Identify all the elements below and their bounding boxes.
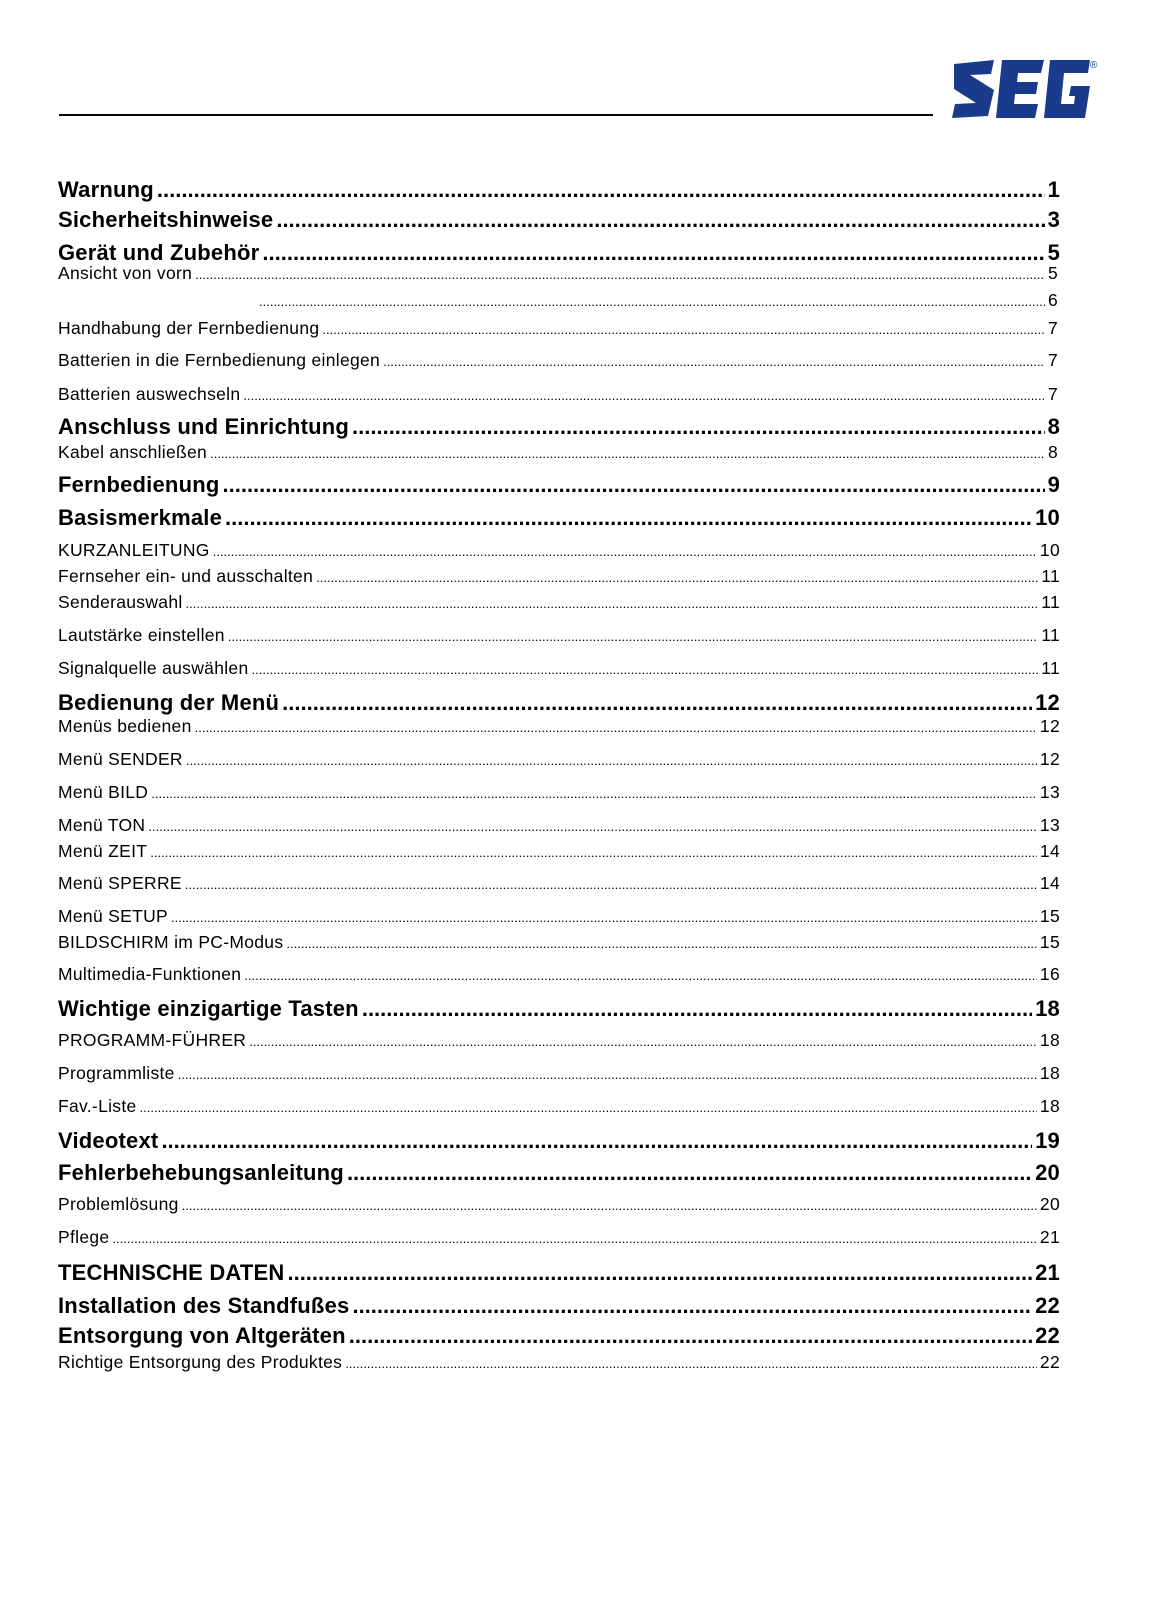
toc-entry-title: Fehlerbehebungsanleitung xyxy=(58,1160,344,1185)
toc-entry-title: Installation des Standfußes xyxy=(58,1293,350,1318)
toc-entry-page: 21 xyxy=(1035,1260,1060,1285)
toc-entry-page: 7 xyxy=(1047,350,1058,370)
toc-entry-page: 12 xyxy=(1035,690,1060,715)
toc-leader-dots xyxy=(287,1260,1032,1286)
toc-leader-dots xyxy=(178,1067,1037,1082)
toc-chapter-row[interactable] xyxy=(58,1260,1060,1286)
toc-entry-page: 21 xyxy=(1039,1227,1060,1247)
toc-entry-title: Fav.-Liste xyxy=(58,1096,137,1116)
toc-entry-page: 3 xyxy=(1047,207,1060,232)
toc-leader-dots xyxy=(352,1293,1032,1319)
toc-section-row[interactable] xyxy=(58,1063,1060,1084)
toc-leader-dots xyxy=(345,1356,1037,1371)
toc-leader-dots xyxy=(148,819,1037,834)
toc-chapter-row[interactable] xyxy=(58,690,1060,716)
toc-entry-title: Gerät und Zubehör xyxy=(58,240,260,265)
toc-leader-dots xyxy=(186,596,1039,611)
toc-section-row[interactable] xyxy=(58,625,1060,646)
toc-section-row[interactable] xyxy=(58,932,1060,953)
toc-entry-page: 7 xyxy=(1047,318,1058,338)
toc-entry-title: Fernbedienung xyxy=(58,472,220,497)
toc-leader-dots xyxy=(383,354,1045,369)
toc-entry-title: Menü SPERRE xyxy=(58,873,182,893)
toc-chapter-row[interactable] xyxy=(58,505,1060,531)
toc-leader-dots xyxy=(252,662,1039,677)
toc-section-row[interactable] xyxy=(58,1194,1060,1215)
toc-chapter-row[interactable] xyxy=(58,1160,1060,1186)
toc-leader-dots xyxy=(286,936,1037,951)
toc-chapter-row[interactable] xyxy=(58,1293,1060,1319)
toc-leader-dots xyxy=(112,1231,1037,1246)
toc-entry-page: 5 xyxy=(1047,240,1060,265)
toc-leader-dots xyxy=(195,267,1045,282)
toc-section-row[interactable] xyxy=(58,540,1060,561)
toc-section-row[interactable] xyxy=(58,592,1060,613)
toc-entry-page: 13 xyxy=(1039,815,1060,835)
toc-entry-page: 18 xyxy=(1035,996,1060,1021)
toc-leader-dots xyxy=(182,1198,1037,1213)
toc-chapter-row[interactable] xyxy=(58,207,1060,233)
toc-entry-title: Menü BILD xyxy=(58,782,149,802)
toc-entry-page: 16 xyxy=(1039,964,1060,984)
toc-entry-title: Wichtige einzigartige Tasten xyxy=(58,996,359,1021)
toc-entry-title: Fernseher ein- und ausschalten xyxy=(58,566,314,586)
toc-entry-title: Pflege xyxy=(58,1227,110,1247)
toc-leader-dots xyxy=(157,177,1045,203)
toc-section-row[interactable] xyxy=(58,906,1060,927)
toc-entry-title: Richtige Entsorgung des Produktes xyxy=(58,1352,343,1372)
toc-entry-page: 11 xyxy=(1041,566,1060,586)
toc-entry-page: 10 xyxy=(1035,505,1060,530)
toc-entry-title: Menüs bedienen xyxy=(58,716,192,736)
toc-entry-page: 14 xyxy=(1039,841,1060,861)
toc-entry-title: Programmliste xyxy=(58,1063,175,1083)
toc-entry-title: Entsorgung von Altgeräten xyxy=(58,1323,346,1348)
toc-section-row[interactable] xyxy=(58,749,1060,770)
toc-entry-page: 20 xyxy=(1039,1194,1060,1214)
toc-entry-title: Basismerkmale xyxy=(58,505,223,530)
toc-section-row[interactable] xyxy=(58,716,1060,737)
toc-entry-title: PROGRAMM-FÜHRER xyxy=(58,1030,247,1050)
toc-leader-dots xyxy=(244,968,1037,983)
toc-entry-title: BILDSCHIRM im PC-Modus xyxy=(58,932,284,952)
toc-entry-page: 11 xyxy=(1041,592,1060,612)
toc-leader-dots xyxy=(249,1034,1037,1049)
toc-entry-page: 20 xyxy=(1035,1160,1060,1185)
toc-entry-title: Menü SETUP xyxy=(58,906,168,926)
toc-chapter-row[interactable] xyxy=(58,177,1060,203)
toc-section-row[interactable] xyxy=(58,841,1060,862)
toc-entry-page: 22 xyxy=(1035,1293,1060,1318)
toc-chapter-row[interactable] xyxy=(58,1323,1060,1349)
toc-entry-title: Menü TON xyxy=(58,815,146,835)
toc-entry-title: Handhabung der Fernbedienung xyxy=(58,318,320,338)
toc-entry-title: Warnung xyxy=(58,177,154,202)
toc-section-row[interactable] xyxy=(58,263,1058,284)
toc-section-row[interactable] xyxy=(58,1030,1060,1051)
toc-leader-dots xyxy=(140,1100,1037,1115)
toc-chapter-row[interactable] xyxy=(58,1128,1060,1154)
toc-entry-title: Videotext xyxy=(58,1128,159,1153)
toc-entry-page: 22 xyxy=(1039,1352,1060,1372)
toc-leader-dots xyxy=(223,472,1045,498)
toc-section-row[interactable] xyxy=(58,782,1060,803)
toc-entry-page: 9 xyxy=(1047,472,1060,497)
toc-entry-page: 11 xyxy=(1041,658,1060,678)
toc-entry-title: Ansicht von vorn xyxy=(58,263,193,283)
toc-entry-title: Signalquelle auswählen xyxy=(58,658,249,678)
toc-section-row[interactable] xyxy=(58,350,1058,371)
toc-leader-dots xyxy=(352,414,1045,440)
toc-entry-title: Menü ZEIT xyxy=(58,841,148,861)
toc-entry-page: 1 xyxy=(1047,177,1060,202)
toc-entry-page: 19 xyxy=(1035,1128,1060,1153)
toc-entry-page: 13 xyxy=(1039,782,1060,802)
toc-entry-title: Menü SENDER xyxy=(58,749,183,769)
toc-leader-dots xyxy=(213,544,1037,559)
toc-entry-page: 7 xyxy=(1047,384,1058,404)
toc-leader-dots xyxy=(282,690,1032,716)
toc-leader-dots xyxy=(225,505,1032,531)
toc-entry-title: Problemlösung xyxy=(58,1194,179,1214)
toc-section-row[interactable] xyxy=(58,873,1060,894)
logo-registered-mark: ® xyxy=(1090,60,1098,71)
toc-entry-title: Kabel anschließen xyxy=(58,442,208,462)
toc-leader-dots xyxy=(186,753,1037,768)
toc-section-row[interactable] xyxy=(58,1227,1060,1248)
toc-entry-title: TECHNISCHE DATEN xyxy=(58,1260,285,1285)
toc-leader-dots xyxy=(171,910,1037,925)
toc-section-row[interactable] xyxy=(58,566,1060,587)
toc-entry-page: 22 xyxy=(1035,1323,1060,1348)
toc-leader-dots xyxy=(349,1323,1032,1349)
toc-entry-title: Anschluss und Einrichtung xyxy=(58,414,350,439)
toc-leader-dots xyxy=(228,629,1038,644)
toc-section-row[interactable] xyxy=(58,384,1058,405)
toc-entry-page: 18 xyxy=(1039,1063,1060,1083)
toc-leader-dots xyxy=(185,877,1037,892)
toc-leader-dots xyxy=(161,1128,1032,1154)
toc-leader-dots xyxy=(210,446,1045,461)
toc-leader-dots xyxy=(150,845,1037,860)
toc-chapter-row[interactable] xyxy=(58,414,1060,440)
toc-entry-title: Lautstärke einstellen xyxy=(58,625,225,645)
toc-section-row[interactable] xyxy=(58,815,1060,836)
toc-entry-page: 15 xyxy=(1039,932,1060,952)
toc-section-row[interactable] xyxy=(58,1096,1060,1117)
toc-chapter-row[interactable] xyxy=(58,472,1060,498)
toc-section-row[interactable] xyxy=(256,290,1058,311)
toc-leader-dots xyxy=(259,294,1045,309)
toc-section-row[interactable] xyxy=(58,964,1060,985)
toc-entry-title: Bedienung der Menü xyxy=(58,690,280,715)
toc-chapter-row[interactable] xyxy=(58,996,1060,1022)
toc-entry-page: 10 xyxy=(1039,540,1060,560)
toc-entry-page: 14 xyxy=(1039,873,1060,893)
toc-entry-page: 12 xyxy=(1039,749,1060,769)
toc-section-row[interactable] xyxy=(58,442,1058,463)
toc-leader-dots xyxy=(347,1160,1032,1186)
toc-leader-dots xyxy=(362,996,1032,1022)
toc-entry-page: 12 xyxy=(1039,716,1060,736)
toc-entry-page: 18 xyxy=(1039,1096,1060,1116)
toc-entry-title: Batterien auswechseln xyxy=(58,384,241,404)
toc-section-row[interactable] xyxy=(58,658,1060,679)
toc-leader-dots xyxy=(316,570,1038,585)
toc-entry-title: Batterien in die Fernbedienung einlegen xyxy=(58,350,381,370)
toc-leader-dots xyxy=(243,388,1045,403)
toc-entry-title: Sicherheitshinweise xyxy=(58,207,274,232)
toc-entry-page: 11 xyxy=(1041,625,1060,645)
toc-entry-page: 15 xyxy=(1039,906,1060,926)
toc-leader-dots xyxy=(322,322,1045,337)
toc-entry-page: 6 xyxy=(1047,290,1058,310)
toc-entry-title: Multimedia-Funktionen xyxy=(58,964,242,984)
toc-entry-title: KURZANLEITUNG xyxy=(58,540,210,560)
toc-leader-dots xyxy=(151,786,1037,801)
toc-section-row[interactable] xyxy=(58,1352,1060,1373)
toc-entry-page: 8 xyxy=(1047,414,1060,439)
toc-section-row[interactable] xyxy=(58,318,1058,339)
toc-entry-page: 5 xyxy=(1047,263,1058,283)
toc-entry-title: Senderauswahl xyxy=(58,592,183,612)
toc-leader-dots xyxy=(276,207,1044,233)
toc-entry-page: 18 xyxy=(1039,1030,1060,1050)
toc-leader-dots xyxy=(195,720,1037,735)
toc-entry-page: 8 xyxy=(1047,442,1058,462)
